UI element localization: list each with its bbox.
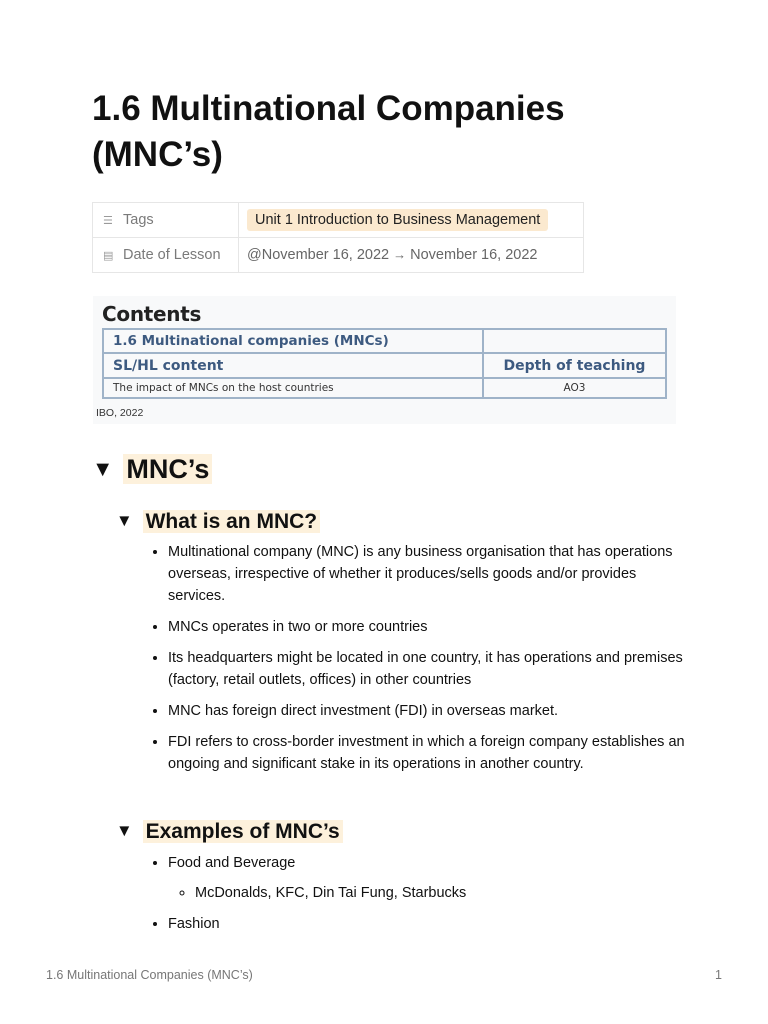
list-item: • Its headquarters might be located in one country, it has operations and premises (factory, retail outlets, offices) in other countries [168, 647, 688, 691]
date-end: November 16, 2022 [410, 247, 538, 263]
syllabus-cell: The impact of MNCs on the host countries [103, 378, 483, 398]
footer-title: 1.6 Multinational Companies (MNC’s) [46, 968, 253, 982]
syllabus-row [103, 378, 666, 398]
examples-list [148, 852, 688, 944]
syllabus-cell-empty [483, 329, 666, 353]
tag-chip[interactable]: Unit 1 Introduction to Business Management [247, 209, 548, 231]
syllabus-cell: Depth of teaching [483, 353, 666, 378]
date-property-value[interactable] [239, 238, 584, 273]
page-number: 1 [715, 968, 722, 982]
syllabus-row [103, 353, 666, 378]
heading-text: What is an MNC? [143, 510, 321, 533]
contents-heading: Contents [102, 302, 202, 326]
list-item: • Fashion [168, 913, 688, 935]
toggle-heading-what-is[interactable] [116, 506, 320, 537]
heading-text: Examples of MNC’s [143, 820, 343, 843]
syllabus-cell: 1.6 Multinational companies (MNCs) [103, 329, 483, 353]
property-row-tags [93, 203, 584, 238]
toggle-heading-examples[interactable] [116, 816, 343, 847]
list-item: • Multinational company (MNC) is any business organisation that has operations overseas, irrespective of whether it produces/sells goods and/or provides services. [168, 541, 688, 607]
syllabus-row [103, 329, 666, 353]
triangle-down-icon[interactable]: ▼ [116, 821, 133, 840]
date-start: @November 16, 2022 [247, 247, 390, 263]
tags-property-key[interactable] [93, 203, 239, 238]
sub-list [168, 882, 688, 904]
list-item: • MNC has foreign direct investment (FDI) in overseas market. [168, 700, 688, 722]
tags-property-value[interactable] [239, 203, 584, 238]
syllabus-table [102, 328, 667, 399]
calendar-icon: ▤ [103, 249, 114, 262]
image-caption: IBO, 2022 [96, 407, 144, 419]
syllabus-cell: SL/HL content [103, 353, 483, 378]
list-item-label: Food and Beverage [168, 855, 296, 871]
property-row-date [93, 238, 584, 273]
what-is-list [148, 541, 688, 784]
syllabus-cell: AO3 [483, 378, 666, 398]
date-property-key[interactable] [93, 238, 239, 273]
contents-image [93, 296, 676, 424]
list-item [168, 852, 688, 904]
list-item: • FDI refers to cross-border investment in which a foreign company establishes an ongoing and significant stake in its operations in another country. [168, 731, 688, 775]
triangle-down-icon[interactable]: ▼ [92, 456, 114, 481]
heading-text: MNC’s [123, 454, 212, 484]
tags-label: Tags [123, 212, 154, 228]
properties-table [92, 202, 584, 273]
arrow-right-icon: → [393, 247, 407, 262]
list-item: • MNCs operates in two or more countries [168, 616, 688, 638]
sub-list-item: ◦ McDonalds, KFC, Din Tai Fung, Starbucks [195, 882, 688, 904]
list-icon: ☰ [103, 214, 113, 227]
page-title: 1.6 Multinational Companies (MNC’s) [92, 89, 565, 174]
triangle-down-icon[interactable]: ▼ [116, 511, 133, 530]
toggle-heading-mncs[interactable] [92, 450, 212, 488]
date-label: Date of Lesson [123, 247, 221, 263]
